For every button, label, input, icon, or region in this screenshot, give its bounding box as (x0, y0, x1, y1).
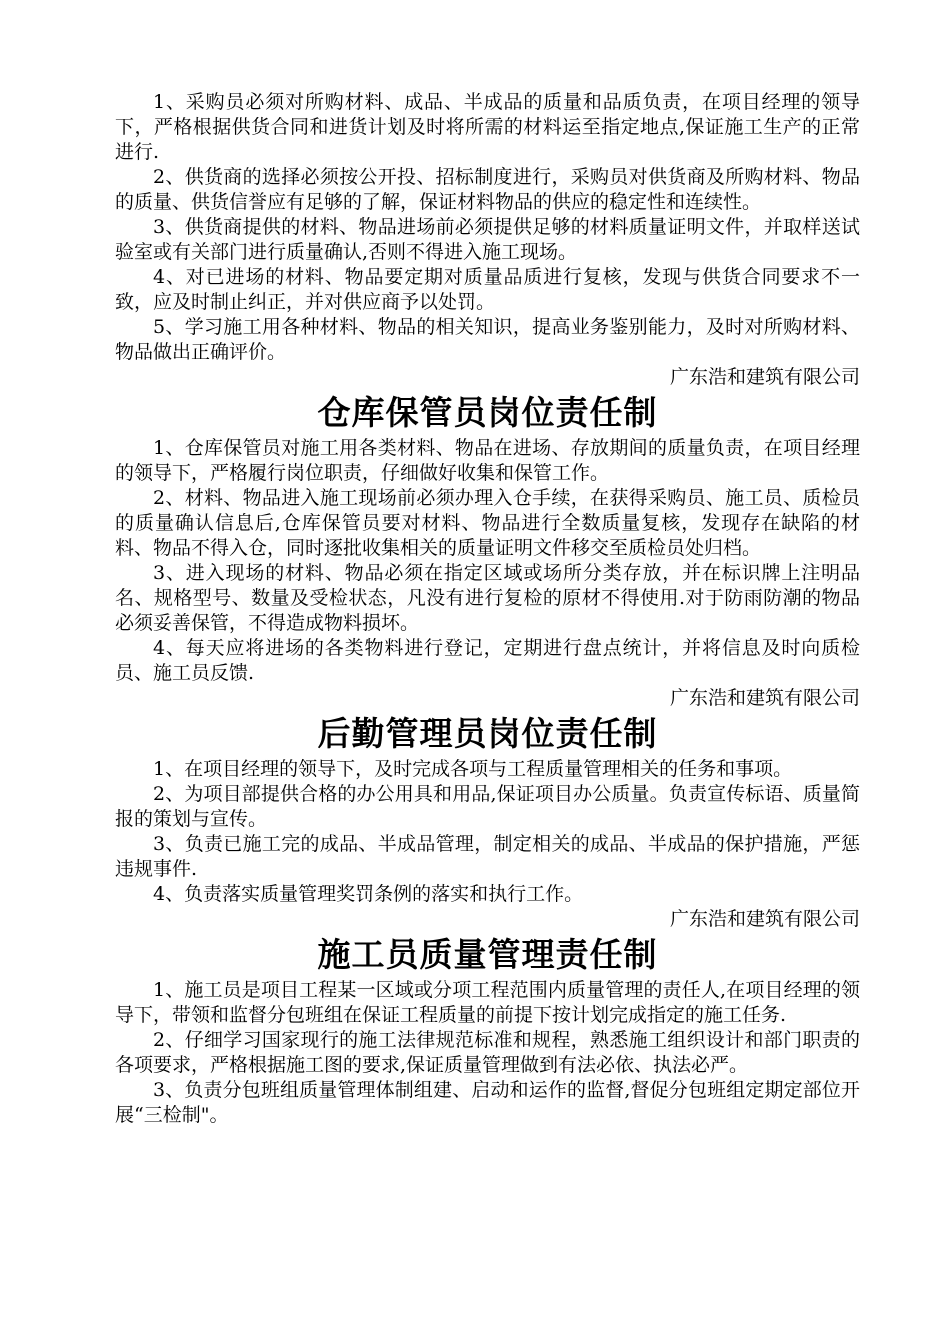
document-page (115, 90, 860, 1128)
section-title: 施工员质量管理责任制 (317, 935, 658, 974)
paragraph: 2、仔细学习国家现行的施工法律规范标准和规程，熟悉施工组织设计和部门职责的各项要求，严格根据施工图的要求,保证质量管理做到有法必依、执法必严。 (115, 1029, 860, 1076)
company-signature: 广东浩和建筑有限公司 (669, 687, 860, 709)
paragraph: 2、材料、物品进入施工现场前必须办理入仓手续，在获得采购员、施工员、质检员的质量确认信息后,仓库保管员要对材料、物品进行全数质量复核，发现存在缺陷的材料、物品不得入仓，同时逐批收集相关的质量证明文件移交至质检员处归档。 (115, 487, 860, 559)
company-signature: 广东浩和建筑有限公司 (669, 366, 860, 388)
paragraph: 1、仓库保管员对施工用各类材料、物品在进场、存放期间的质量负责，在项目经理的领导下，严格履行岗位职责，仔细做好收集和保管工作。 (115, 437, 860, 484)
logistics-manager-section (115, 711, 860, 932)
paragraph: 1、施工员是项目工程某一区域或分项工程范围内质量管理的责任人,在项目经理的领导下，带领和监督分包班组在保证工程质量的前提下按计划完成指定的施工任务. (115, 979, 860, 1026)
section-title: 后勤管理员岗位责任制 (317, 714, 658, 753)
paragraph: 3、负责已施工完的成品、半成品管理，制定相关的成品、半成品的保护措施，严惩违规事件. (115, 833, 860, 880)
warehouse-keeper-section (115, 390, 860, 711)
paragraph: 4、对已进场的材料、物品要定期对质量品质进行复核，发现与供货合同要求不一致，应及时制止纠正，并对供应商予以处罚。 (115, 266, 860, 313)
paragraph: 5、学习施工用各种材料、物品的相关知识，提高业务鉴别能力，及时对所购材料、物品做出正确评价。 (115, 316, 860, 363)
paragraph: 3、负责分包班组质量管理体制组建、启动和运作的监督,督促分包班组定期定部位开展“三检制"。 (115, 1079, 860, 1126)
paragraph: 1、采购员必须对所购材料、成品、半成品的质量和品质负责，在项目经理的领导下，严格根据供货合同和进货计划及时将所需的材料运至指定地点,保证施工生产的正常进行. (115, 91, 860, 163)
purchaser-section (115, 90, 860, 390)
paragraph: 3、供货商提供的材料、物品进场前必须提供足够的材料质量证明文件，并取样送试验室或有关部门进行质量确认,否则不得进入施工现场。 (115, 216, 860, 263)
constructor-quality-section (115, 932, 860, 1128)
paragraph: 4、每天应将进场的各类物料进行登记，定期进行盘点统计，并将信息及时向质检员、施工员反馈. (115, 637, 860, 684)
paragraph: 4、负责落实质量管理奖罚条例的落实和执行工作。 (153, 883, 584, 905)
paragraph: 1、在项目经理的领导下，及时完成各项与工程质量管理相关的任务和事项。 (153, 758, 793, 780)
section-title: 仓库保管员岗位责任制 (317, 393, 658, 432)
paragraph: 2、为项目部提供合格的办公用具和用品,保证项目办公质量。负责宣传标语、质量简报的策划与宣传。 (115, 783, 860, 830)
company-signature: 广东浩和建筑有限公司 (669, 908, 860, 930)
paragraph: 3、进入现场的材料、物品必须在指定区域或场所分类存放，并在标识牌上注明品名、规格型号、数量及受检状态，凡没有进行复检的原材不得使用.对于防雨防潮的物品必须妥善保管，不得造成物料损坏。 (115, 562, 860, 634)
paragraph: 2、供货商的选择必须按公开投、招标制度进行，采购员对供货商及所购材料、物品的质量、供货信誉应有足够的了解，保证材料物品的供应的稳定性和连续性。 (115, 166, 860, 213)
